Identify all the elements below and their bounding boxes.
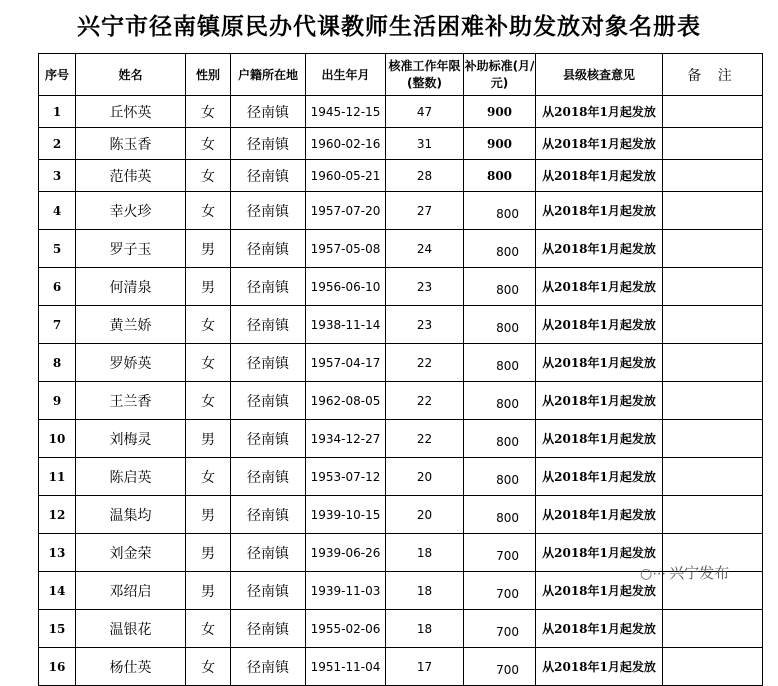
row-years: 23: [386, 268, 464, 306]
row-review: 从2018年1月起发放: [536, 648, 663, 686]
table-row: [39, 610, 763, 648]
row-review: 从2018年1月起发放: [536, 610, 663, 648]
row-note: [663, 648, 763, 686]
row-note: [663, 128, 763, 160]
row-review: 从2018年1月起发放: [536, 128, 663, 160]
row-name: 罗子玉: [76, 230, 186, 268]
roster-table: [38, 53, 763, 686]
row-note: [663, 268, 763, 306]
row-birth: 1955-02-06: [306, 610, 386, 648]
row-review: 从2018年1月起发放: [536, 268, 663, 306]
row-review: 从2018年1月起发放: [536, 230, 663, 268]
row-gender: 女: [186, 382, 231, 420]
row-years: 22: [386, 420, 464, 458]
row-seq: 9: [39, 382, 76, 420]
table-row: [39, 648, 763, 686]
row-years: 31: [386, 128, 464, 160]
row-years: 20: [386, 458, 464, 496]
row-place: 径南镇: [231, 192, 306, 230]
header-row: [39, 54, 763, 96]
row-gender: 女: [186, 160, 231, 192]
row-seq: 12: [39, 496, 76, 534]
row-note: [663, 306, 763, 344]
row-seq: 6: [39, 268, 76, 306]
row-birth: 1957-07-20: [306, 192, 386, 230]
row-years: 18: [386, 572, 464, 610]
row-review: 从2018年1月起发放: [536, 192, 663, 230]
row-gender: 男: [186, 496, 231, 534]
row-place: 径南镇: [231, 458, 306, 496]
row-seq: 2: [39, 128, 76, 160]
row-name: 温集均: [76, 496, 186, 534]
row-subsidy: 900: [464, 96, 536, 128]
row-years: 24: [386, 230, 464, 268]
row-birth: 1957-05-08: [306, 230, 386, 268]
row-subsidy: 800: [464, 458, 536, 496]
row-gender: 男: [186, 230, 231, 268]
row-subsidy: 800: [464, 192, 536, 230]
row-years: 22: [386, 382, 464, 420]
row-place: 径南镇: [231, 344, 306, 382]
header-gender: 性别: [186, 54, 231, 96]
row-gender: 女: [186, 458, 231, 496]
row-years: 18: [386, 534, 464, 572]
row-subsidy: 700: [464, 534, 536, 572]
row-note: [663, 458, 763, 496]
row-place: 径南镇: [231, 648, 306, 686]
row-place: 径南镇: [231, 306, 306, 344]
row-years: 27: [386, 192, 464, 230]
table-row: [39, 230, 763, 268]
row-review: 从2018年1月起发放: [536, 420, 663, 458]
row-years: 47: [386, 96, 464, 128]
row-birth: 1951-11-04: [306, 648, 386, 686]
row-birth: 1945-12-15: [306, 96, 386, 128]
row-name: 黄兰娇: [76, 306, 186, 344]
row-seq: 10: [39, 420, 76, 458]
row-review: 从2018年1月起发放: [536, 160, 663, 192]
row-birth: 1934-12-27: [306, 420, 386, 458]
row-subsidy: 800: [464, 160, 536, 192]
row-name: 罗娇英: [76, 344, 186, 382]
row-place: 径南镇: [231, 160, 306, 192]
row-note: [663, 192, 763, 230]
row-subsidy: 700: [464, 610, 536, 648]
row-note: [663, 160, 763, 192]
table-row: [39, 382, 763, 420]
table-row: [39, 306, 763, 344]
table-row: [39, 96, 763, 128]
table-body: [39, 96, 763, 686]
row-birth: 1939-11-03: [306, 572, 386, 610]
row-gender: 男: [186, 420, 231, 458]
row-name: 何清泉: [76, 268, 186, 306]
row-note: [663, 382, 763, 420]
row-subsidy: 800: [464, 230, 536, 268]
row-seq: 15: [39, 610, 76, 648]
row-birth: 1960-02-16: [306, 128, 386, 160]
row-name: 刘梅灵: [76, 420, 186, 458]
row-note: [663, 344, 763, 382]
row-birth: 1938-11-14: [306, 306, 386, 344]
header-place: 户籍所在地: [231, 54, 306, 96]
row-name: 温银花: [76, 610, 186, 648]
row-review: 从2018年1月起发放: [536, 382, 663, 420]
row-name: 幸火珍: [76, 192, 186, 230]
row-review: 从2018年1月起发放: [536, 572, 663, 610]
table-row: [39, 458, 763, 496]
row-place: 径南镇: [231, 96, 306, 128]
row-review: 从2018年1月起发放: [536, 496, 663, 534]
row-birth: 1957-04-17: [306, 344, 386, 382]
row-birth: 1956-06-10: [306, 268, 386, 306]
row-subsidy: 800: [464, 382, 536, 420]
table-row: [39, 496, 763, 534]
wechat-icon: ○⋯: [640, 566, 667, 582]
table-row: [39, 128, 763, 160]
row-subsidy: 700: [464, 648, 536, 686]
row-gender: 女: [186, 344, 231, 382]
row-review: 从2018年1月起发放: [536, 534, 663, 572]
header-name: 姓名: [76, 54, 186, 96]
row-place: 径南镇: [231, 572, 306, 610]
row-years: 28: [386, 160, 464, 192]
header-seq: 序号: [39, 54, 76, 96]
row-gender: 男: [186, 268, 231, 306]
header-subsidy: 补助标准(月/元): [464, 54, 536, 96]
row-name: 陈启英: [76, 458, 186, 496]
row-subsidy: 800: [464, 420, 536, 458]
row-note: [663, 96, 763, 128]
row-gender: 女: [186, 610, 231, 648]
row-gender: 女: [186, 306, 231, 344]
row-place: 径南镇: [231, 534, 306, 572]
row-seq: 1: [39, 96, 76, 128]
table-row: [39, 420, 763, 458]
row-name: 王兰香: [76, 382, 186, 420]
row-subsidy: 800: [464, 306, 536, 344]
row-seq: 14: [39, 572, 76, 610]
row-note: [663, 496, 763, 534]
row-place: 径南镇: [231, 268, 306, 306]
row-name: 陈玉香: [76, 128, 186, 160]
row-years: 17: [386, 648, 464, 686]
row-name: 邓绍启: [76, 572, 186, 610]
row-years: 18: [386, 610, 464, 648]
row-name: 杨仕英: [76, 648, 186, 686]
row-gender: 女: [186, 192, 231, 230]
watermark: [640, 562, 729, 583]
row-birth: 1953-07-12: [306, 458, 386, 496]
row-birth: 1939-06-26: [306, 534, 386, 572]
row-years: 22: [386, 344, 464, 382]
row-subsidy: 800: [464, 344, 536, 382]
row-gender: 女: [186, 96, 231, 128]
row-seq: 5: [39, 230, 76, 268]
page-title: 兴宁市径南镇原民办代课教师生活困难补助发放对象名册表: [77, 13, 701, 40]
row-place: 径南镇: [231, 382, 306, 420]
row-review: 从2018年1月起发放: [536, 344, 663, 382]
row-review: 从2018年1月起发放: [536, 458, 663, 496]
table-row: [39, 192, 763, 230]
table-row: [39, 268, 763, 306]
row-gender: 女: [186, 128, 231, 160]
row-review: 从2018年1月起发放: [536, 306, 663, 344]
row-note: [663, 610, 763, 648]
row-place: 径南镇: [231, 420, 306, 458]
row-note: [663, 230, 763, 268]
header-years: 核准工作年限(整数): [386, 54, 464, 96]
row-gender: 男: [186, 572, 231, 610]
row-place: 径南镇: [231, 610, 306, 648]
table-row: [39, 160, 763, 192]
row-name: 范伟英: [76, 160, 186, 192]
row-place: 径南镇: [231, 230, 306, 268]
row-subsidy: 700: [464, 572, 536, 610]
header-birth: 出生年月: [306, 54, 386, 96]
row-birth: 1962-08-05: [306, 382, 386, 420]
row-gender: 男: [186, 534, 231, 572]
row-seq: 4: [39, 192, 76, 230]
row-seq: 8: [39, 344, 76, 382]
row-subsidy: 800: [464, 268, 536, 306]
row-subsidy: 900: [464, 128, 536, 160]
row-seq: 11: [39, 458, 76, 496]
row-place: 径南镇: [231, 496, 306, 534]
row-subsidy: 800: [464, 496, 536, 534]
row-birth: 1960-05-21: [306, 160, 386, 192]
row-birth: 1939-10-15: [306, 496, 386, 534]
header-review: 县级核查意见: [536, 54, 663, 96]
row-seq: 3: [39, 160, 76, 192]
header-note: 备 注: [663, 54, 763, 96]
row-seq: 13: [39, 534, 76, 572]
row-place: 径南镇: [231, 128, 306, 160]
row-years: 20: [386, 496, 464, 534]
row-years: 23: [386, 306, 464, 344]
row-note: [663, 420, 763, 458]
row-gender: 女: [186, 648, 231, 686]
watermark-text: 兴宁发布: [669, 564, 730, 582]
row-seq: 7: [39, 306, 76, 344]
table-row: [39, 344, 763, 382]
row-seq: 16: [39, 648, 76, 686]
row-review: 从2018年1月起发放: [536, 96, 663, 128]
row-name: 丘怀英: [76, 96, 186, 128]
row-name: 刘金荣: [76, 534, 186, 572]
